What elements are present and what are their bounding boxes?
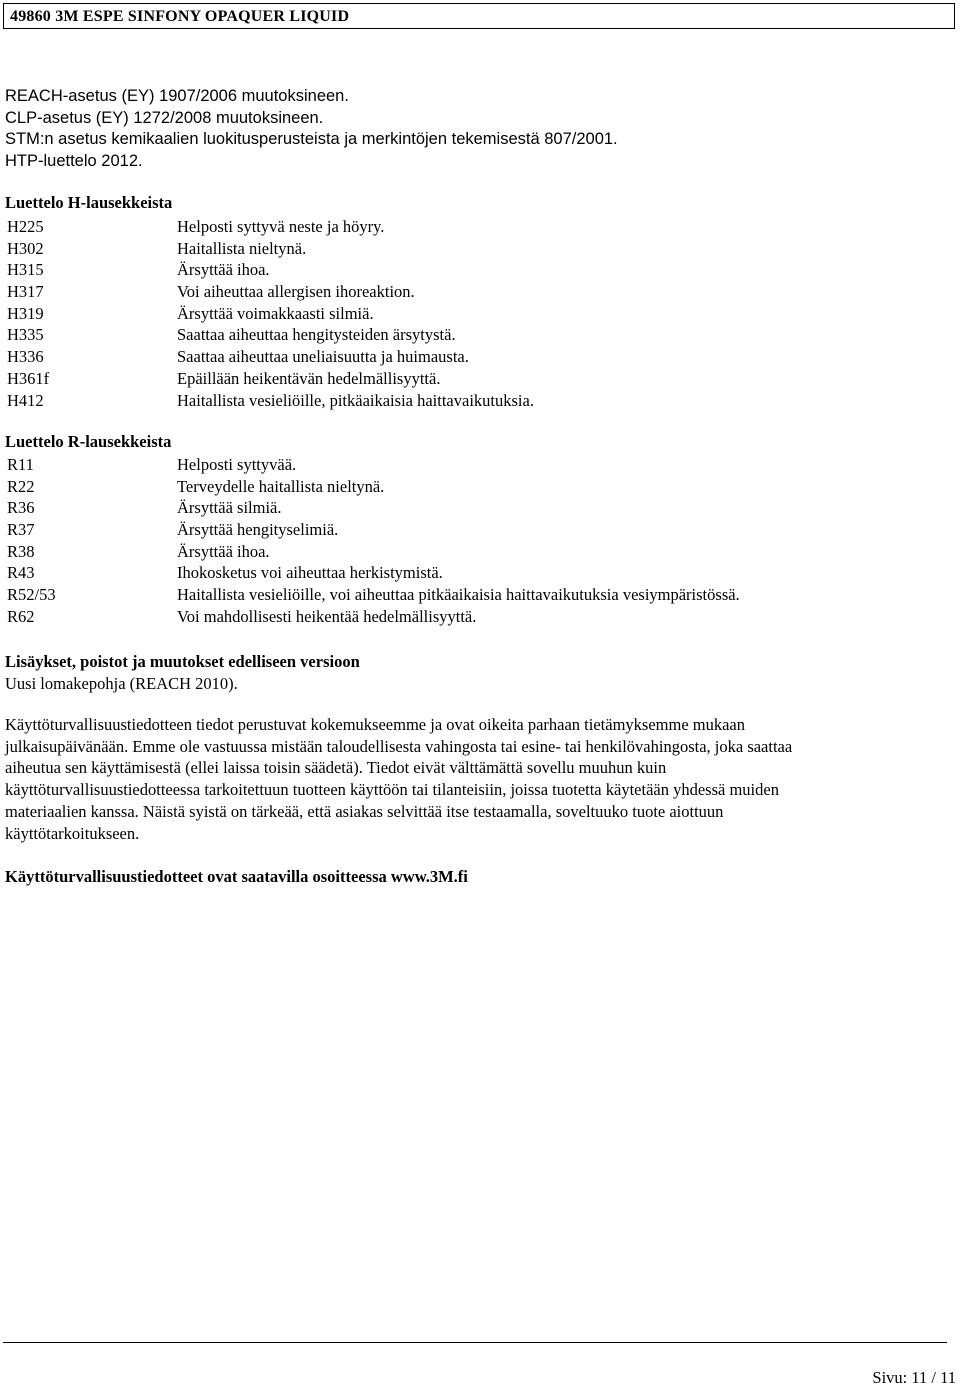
- h-phrase-code: H317: [7, 282, 44, 302]
- h-phrase-code: H412: [7, 390, 44, 410]
- h-phrase-text: Helposti syttyvä neste ja höyry.: [177, 217, 385, 236]
- r-phrase-code: R11: [7, 455, 34, 474]
- r-phrase-text: Ihokosketus voi aiheuttaa herkistymistä.: [177, 563, 443, 583]
- h-phrase-code: H335: [7, 325, 44, 345]
- r-phrase-code: R62: [7, 606, 35, 626]
- r-phrase-code: R22: [7, 476, 35, 496]
- regulation-line: STM:n asetus kemikaalien luokitusperusteista ja merkintöjen tekemisestä 807/2001.: [5, 130, 618, 148]
- h-phrase-text: Ärsyttää voimakkaasti silmiä.: [177, 303, 374, 323]
- disclaimer-paragraph: [5, 714, 905, 844]
- r-phrase-code: R36: [7, 498, 35, 518]
- changes-text: Uusi lomakepohja (REACH 2010).: [5, 674, 238, 693]
- r-phrase-text: Voi mahdollisesti heikentää hedelmällisyyttä.: [177, 606, 477, 626]
- h-phrase-code: H319: [7, 303, 44, 323]
- h-phrase-text: Voi aiheuttaa allergisen ihoreaktion.: [177, 282, 415, 302]
- disclaimer-line: käyttöturvallisuustiedotteessa tarkoitettuun tuotteen käyttöön tai tilanteisiin, joissa tuotetta käytetään yhdessä muiden: [5, 780, 779, 800]
- h-phrase-code: H336: [7, 347, 44, 367]
- h-phrase-text: Haitallista vesieliöille, pitkäaikaisia haittavaikutuksia.: [177, 390, 534, 410]
- h-phrase-text: Haitallista nieltynä.: [177, 238, 307, 258]
- h-phrase-text: Ärsyttää ihoa.: [177, 260, 270, 280]
- h-phrase-text: Epäillään heikentävän hedelmällisyyttä.: [177, 368, 441, 388]
- r-phrase-code: R43: [7, 563, 35, 583]
- changes-section: [5, 651, 360, 695]
- h-phrase-code: H302: [7, 238, 44, 258]
- disclaimer-line: julkaisupäivänään. Emme ole vastuussa mistään taloudellisesta vahingosta tai esine- tai henkilövahingosta, joka saattaa: [5, 736, 793, 756]
- disclaimer-line: käyttötarkoitukseen.: [5, 823, 140, 843]
- r-phrase-code: R52/53: [7, 585, 56, 605]
- disclaimer-line: Käyttöturvallisuustiedotteen tiedot perustuvat kokemukseemme ja ovat oikeita parhaan tietämyksemme mukaan: [5, 715, 745, 734]
- r-phrases-title: Luettelo R-lausekkeista: [5, 432, 172, 451]
- regulation-line: CLP-asetus (EY) 1272/2008 muutoksineen.: [5, 108, 324, 127]
- r-phrase-text: Ärsyttää hengityselimiä.: [177, 520, 339, 540]
- h-phrase-code: H225: [7, 217, 44, 236]
- h-phrases-title: Luettelo H-lausekkeista: [5, 193, 173, 212]
- regulations-list: [5, 86, 618, 172]
- disclaimer-line: materiaalien kanssa. Näistä syistä on tärkeää, että asiakas selvittää itse testaamalla, soveltuuko tuote aiottuun: [5, 801, 724, 821]
- h-phrase-code: H315: [7, 260, 44, 280]
- r-phrase-text: Helposti syttyvää.: [177, 455, 297, 474]
- disclaimer-line: aiheutua sen käyttämisestä (ellei laissa toisin säädetä). Tiedot eivät välttämättä sovellu muuhun kuin: [5, 758, 667, 778]
- r-phrase-text: Haitallista vesieliöille, voi aiheuttaa pitkäaikaisia haittavaikutuksia vesiympäristössä.: [177, 585, 740, 605]
- footer-divider: [3, 1342, 947, 1343]
- r-phrase-text: Ärsyttää silmiä.: [177, 498, 282, 518]
- regulation-line: HTP-luettelo 2012.: [5, 151, 143, 170]
- page-number: Sivu: 11 / 11: [872, 1368, 956, 1387]
- r-phrase-text: Ärsyttää ihoa.: [177, 541, 270, 561]
- document-header: [3, 3, 955, 29]
- r-phrase-text: Terveydelle haitallista nieltynä.: [177, 476, 385, 496]
- h-phrase-text: Saattaa aiheuttaa hengitysteiden ärsytystä.: [177, 325, 456, 345]
- regulation-line: REACH-asetus (EY) 1907/2006 muutoksineen.: [5, 87, 349, 105]
- h-phrase-code: H361f: [7, 368, 50, 388]
- h-phrase-text: Saattaa aiheuttaa uneliaisuutta ja huimausta.: [177, 347, 469, 367]
- availability-note: Käyttöturvallisuustiedotteet ovat saatavilla osoitteessa www.3M.fi: [5, 867, 468, 886]
- changes-title: Lisäykset, poistot ja muutokset edelliseen versioon: [5, 652, 360, 671]
- r-phrase-code: R37: [7, 520, 35, 540]
- document-title: 49860 3M ESPE SINFONY OPAQUER LIQUID: [10, 8, 350, 25]
- r-phrase-code: R38: [7, 541, 35, 561]
